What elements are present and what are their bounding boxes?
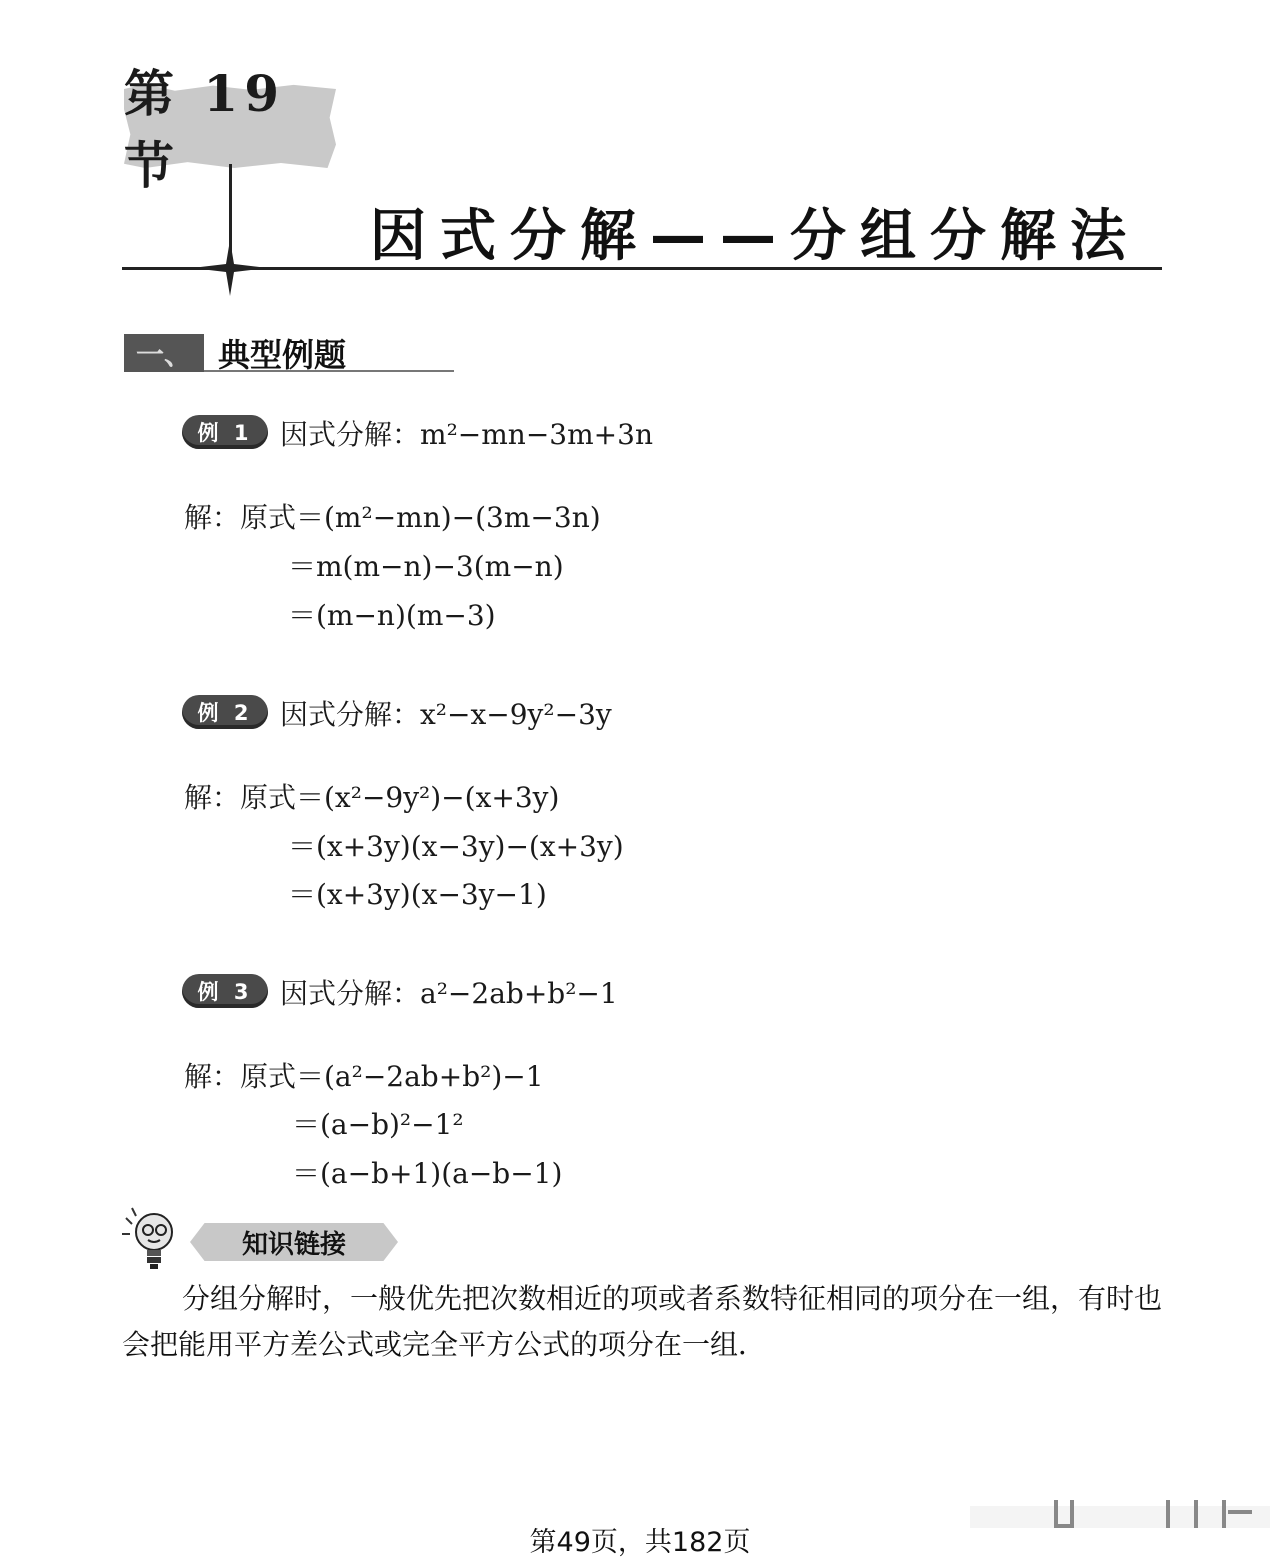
subsection-title: 典型例题 xyxy=(218,336,347,374)
solution-line: ＝m(m−n)−3(m−n) xyxy=(288,550,564,583)
solution-line: 解：原式＝(a²−2ab+b²)−1 xyxy=(184,1060,544,1093)
solution-line: 解：原式＝(m²−mn)−(3m−3n) xyxy=(184,501,601,534)
solution-line: ＝(x+3y)(x−3y)−(x+3y) xyxy=(288,830,624,863)
example-question-3 xyxy=(280,972,618,1012)
example-expression: x²−x−9y²−3y xyxy=(420,698,612,731)
example-prompt: 因式分解： xyxy=(280,977,421,1010)
star-icon xyxy=(190,238,270,298)
example-question-1 xyxy=(280,413,653,453)
knowledge-link-title: 知识链接 xyxy=(241,1229,346,1260)
example-pill-2: 例 2 xyxy=(182,695,268,729)
chapter-title: 因式分解——分组分解法 xyxy=(370,204,1140,269)
example-expression: m²−mn−3m+3n xyxy=(420,418,653,451)
solution-line: ＝(x+3y)(x−3y−1) xyxy=(288,878,547,911)
knowledge-link-body: 分组分解时，一般优先把次数相近的项或者系数特征相同的项分在一组，有时也会把能用平方差公式或完全平方公式的项分在一组． xyxy=(122,1282,1163,1361)
solution-line: ＝(a−b)²−1² xyxy=(292,1108,464,1141)
solution-line: 解：原式＝(x²−9y²)−(x+3y) xyxy=(184,781,560,814)
solution-line: ＝(a−b+1)(a−b−1) xyxy=(292,1157,563,1190)
example-expression: a²−2ab+b²−1 xyxy=(420,977,618,1010)
subsection-number: 一、 xyxy=(135,338,192,371)
page-indicator: 第49页，共182页 xyxy=(529,1527,751,1558)
example-question-2 xyxy=(280,693,612,733)
example-pill-1: 例 1 xyxy=(182,415,268,449)
lightbulb-icon xyxy=(120,1206,184,1272)
example-prompt: 因式分解： xyxy=(280,418,421,451)
solution-line: ＝(m−n)(m−3) xyxy=(288,599,496,632)
section-label: 第 19 节 xyxy=(124,64,285,195)
example-pill-3: 例 3 xyxy=(182,974,268,1008)
example-prompt: 因式分解： xyxy=(280,698,421,731)
